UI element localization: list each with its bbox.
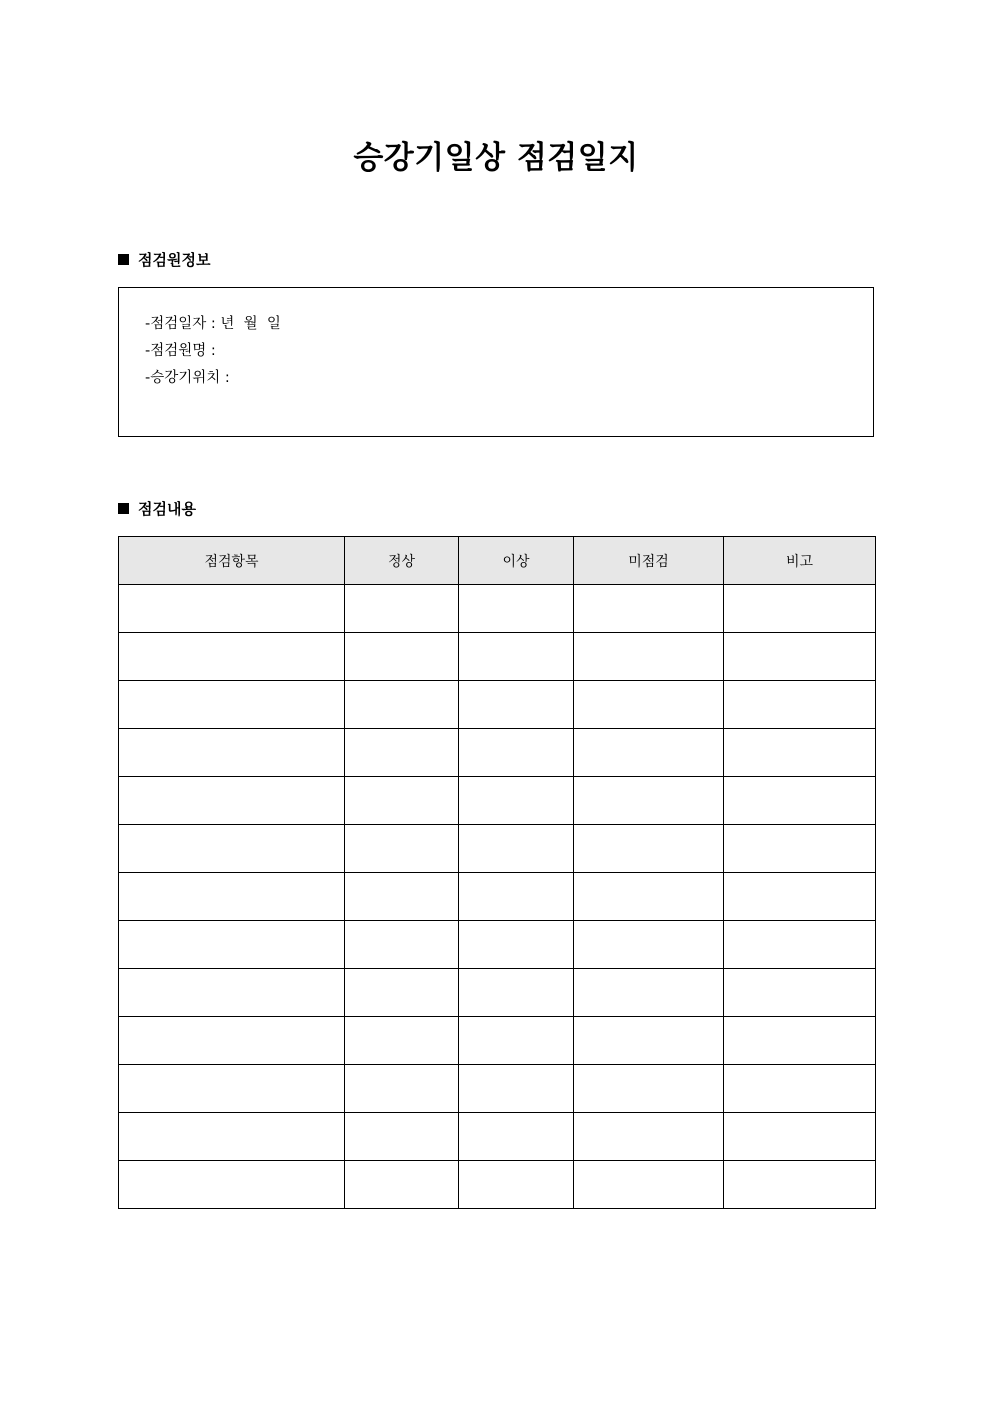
cell-remarks[interactable]: [724, 633, 876, 681]
cell-remarks[interactable]: [724, 1065, 876, 1113]
cell-abnormal[interactable]: [459, 585, 574, 633]
inspector-info-box: [118, 287, 874, 437]
cell-abnormal[interactable]: [459, 969, 574, 1017]
column-header-remarks: 비고: [724, 537, 876, 585]
cell-remarks[interactable]: [724, 777, 876, 825]
cell-not-inspected[interactable]: [574, 729, 724, 777]
table-row: [119, 633, 876, 681]
page-title: 승강기일상 점검일지: [353, 140, 639, 176]
inspection-table-header: [119, 537, 876, 585]
cell-not-inspected[interactable]: [574, 1065, 724, 1113]
inspection-table: [118, 536, 876, 1209]
cell-not-inspected[interactable]: [574, 921, 724, 969]
cell-item[interactable]: [119, 729, 345, 777]
column-header-item: 점검항목: [119, 537, 345, 585]
cell-abnormal[interactable]: [459, 921, 574, 969]
cell-remarks[interactable]: [724, 585, 876, 633]
cell-not-inspected[interactable]: [574, 585, 724, 633]
inspection-table-body: [119, 585, 876, 1209]
cell-normal[interactable]: [345, 921, 459, 969]
table-row: [119, 969, 876, 1017]
table-row: [119, 1065, 876, 1113]
square-bullet-icon: [118, 254, 129, 265]
table-row: [119, 585, 876, 633]
table-row: [119, 681, 876, 729]
cell-remarks[interactable]: [724, 873, 876, 921]
table-row: [119, 921, 876, 969]
cell-abnormal[interactable]: [459, 633, 574, 681]
cell-item[interactable]: [119, 777, 345, 825]
cell-normal[interactable]: [345, 681, 459, 729]
cell-normal[interactable]: [345, 777, 459, 825]
table-row: [119, 825, 876, 873]
cell-not-inspected[interactable]: [574, 873, 724, 921]
cell-normal[interactable]: [345, 825, 459, 873]
cell-abnormal[interactable]: [459, 729, 574, 777]
cell-abnormal[interactable]: [459, 825, 574, 873]
section-heading-inspector-info-label: 점검원정보: [138, 251, 211, 269]
cell-item[interactable]: [119, 825, 345, 873]
cell-not-inspected[interactable]: [574, 825, 724, 873]
cell-normal[interactable]: [345, 969, 459, 1017]
section-heading-inspection-content: [118, 498, 196, 519]
column-header-not-inspected: 미점검: [574, 537, 724, 585]
cell-normal[interactable]: [345, 1113, 459, 1161]
inspection-date-line: -점검일자 : 년 월 일: [145, 316, 281, 332]
cell-remarks[interactable]: [724, 681, 876, 729]
cell-item[interactable]: [119, 921, 345, 969]
cell-remarks[interactable]: [724, 969, 876, 1017]
square-bullet-icon: [118, 503, 129, 514]
cell-normal[interactable]: [345, 633, 459, 681]
cell-not-inspected[interactable]: [574, 1113, 724, 1161]
cell-abnormal[interactable]: [459, 1017, 574, 1065]
cell-abnormal[interactable]: [459, 1161, 574, 1209]
section-heading-inspector-info: [118, 249, 210, 270]
cell-remarks[interactable]: [724, 825, 876, 873]
cell-item[interactable]: [119, 1017, 345, 1065]
cell-abnormal[interactable]: [459, 1065, 574, 1113]
table-row: [119, 1017, 876, 1065]
cell-remarks[interactable]: [724, 1113, 876, 1161]
cell-remarks[interactable]: [724, 921, 876, 969]
cell-normal[interactable]: [345, 1017, 459, 1065]
cell-item[interactable]: [119, 681, 345, 729]
cell-abnormal[interactable]: [459, 777, 574, 825]
cell-not-inspected[interactable]: [574, 1161, 724, 1209]
table-row: [119, 729, 876, 777]
cell-item[interactable]: [119, 585, 345, 633]
cell-item[interactable]: [119, 1161, 345, 1209]
cell-abnormal[interactable]: [459, 873, 574, 921]
cell-remarks[interactable]: [724, 1161, 876, 1209]
cell-not-inspected[interactable]: [574, 777, 724, 825]
elevator-location-line: -승강기위치 :: [145, 370, 230, 386]
cell-normal[interactable]: [345, 873, 459, 921]
cell-item[interactable]: [119, 1113, 345, 1161]
cell-not-inspected[interactable]: [574, 1017, 724, 1065]
table-row: [119, 777, 876, 825]
inspector-name-line: -점검원명 :: [145, 343, 216, 359]
cell-remarks[interactable]: [724, 1017, 876, 1065]
cell-normal[interactable]: [345, 1161, 459, 1209]
cell-not-inspected[interactable]: [574, 969, 724, 1017]
cell-normal[interactable]: [345, 585, 459, 633]
cell-item[interactable]: [119, 1065, 345, 1113]
table-row: [119, 1161, 876, 1209]
column-header-normal: 정상: [345, 537, 459, 585]
table-row: [119, 1113, 876, 1161]
section-heading-inspection-content-label: 점검내용: [138, 500, 196, 518]
cell-remarks[interactable]: [724, 729, 876, 777]
cell-abnormal[interactable]: [459, 681, 574, 729]
cell-not-inspected[interactable]: [574, 633, 724, 681]
cell-not-inspected[interactable]: [574, 681, 724, 729]
cell-item[interactable]: [119, 633, 345, 681]
column-header-abnormal: 이상: [459, 537, 574, 585]
cell-item[interactable]: [119, 873, 345, 921]
table-row: [119, 873, 876, 921]
cell-normal[interactable]: [345, 729, 459, 777]
table-header-row: [119, 537, 876, 585]
cell-item[interactable]: [119, 969, 345, 1017]
cell-abnormal[interactable]: [459, 1113, 574, 1161]
cell-normal[interactable]: [345, 1065, 459, 1113]
